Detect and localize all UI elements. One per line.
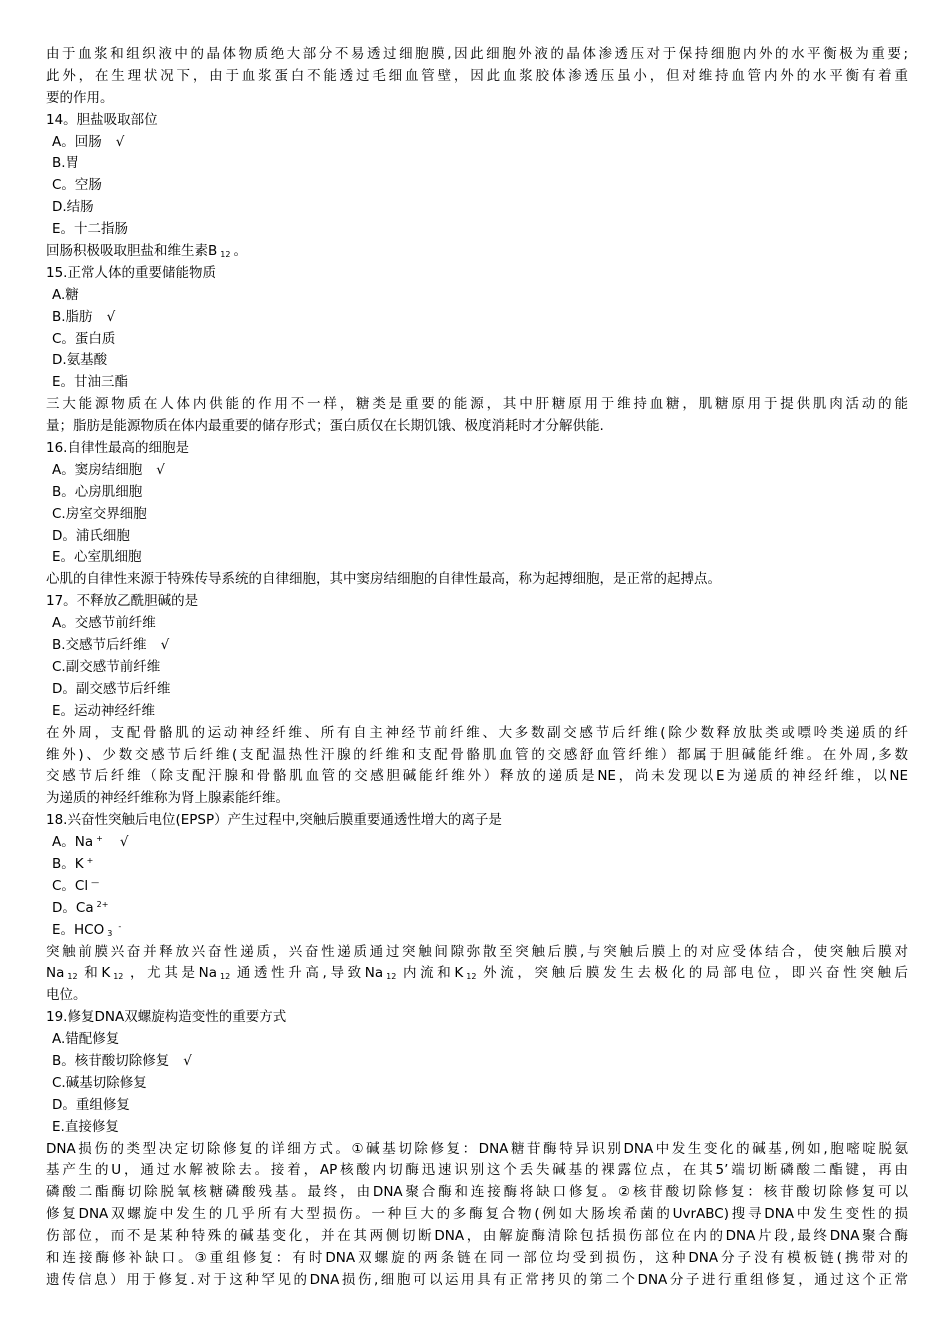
explanation-line: 为递质的神经纤维称为肾上腺素能纤维。 [46,790,289,807]
superscript: — [91,877,100,887]
option-c: C。蛋白质 [52,330,116,347]
correct-checkmark-icon: √ [119,834,129,851]
correct-checkmark-icon: √ [106,308,116,325]
explanation-line: DNA损伤的类型决定切除修复的详细方式。①碱基切除修复：DNA糖苷酶特异识别DNA中发生变化的碱基,例如,胞嘧啶脱氨 [46,1140,908,1157]
subscript: 12 [466,972,477,982]
option-c: C.房室交界细胞 [52,505,147,522]
option-b [46,854,908,876]
question-title: 19.修复DNA双螺旋构造变性的重要方式 [46,1009,287,1026]
option-a [46,832,908,854]
option-text: B.脂肪 [52,308,93,325]
explanation-text: 。 [233,243,247,260]
option-d: D。浦氏细胞 [52,527,130,544]
subscript: 12 [386,972,397,982]
explanation-line: 修复DNA双螺旋中发生的几乎所有大型损伤。一种巨大的多酶复合物(例如大肠埃希菌的UvrABC)搜寻DNA中发生变性的损 [46,1206,908,1223]
paragraph-line: 要的作用。 [46,89,114,106]
option-e: E。运动神经纤维 [52,702,156,719]
option-e: E.直接修复 [52,1118,119,1135]
correct-checkmark-icon: √ [156,461,165,478]
paragraph-line: 由于血浆和组织液中的晶体物质绝大部分不易透过细胞膜,因此细胞外液的晶体渗透压对于保持细胞内外的水平衡极为重要; [46,46,908,62]
paragraph-line: 此外，在生理状况下，由于血浆蛋白不能透过毛细血管壁，因此血浆胶体渗透压虽小，但对维持血管内外的水平衡有着重 [46,67,908,84]
explanation-text: ，尤其是Na [126,965,217,982]
option-d [46,898,908,920]
explanation-line: 电位。 [46,987,87,1004]
question-15 [46,263,908,438]
explanation-line: 遗传信息）用于修复.对于这种罕见的DNA损伤,细胞可以运用具有正常拷贝的第二个DNA分子进行重组修复，通过这个正常 [46,1271,908,1288]
question-title: 18.兴奋性突触后电位(EPSP）产生过程中,突触后膜重要通透性增大的离子是 [46,812,502,829]
option-b [46,307,908,329]
option-c: C.碱基切除修复 [52,1074,147,1091]
subscript: 12 [113,972,124,982]
correct-checkmark-icon: √ [183,1052,192,1069]
subscript: 12 [67,972,78,982]
option-a [46,460,908,482]
option-a: A。交感节前纤维 [52,615,156,632]
correct-checkmark-icon: √ [115,133,125,150]
explanation-text: 和K [80,965,111,982]
explanation-line: 磷酸二酯酶切除脱氧核糖磷酸残基。最终，由DNA聚合酶和连接酶将缺口修复。②核苷酸切除修复：核苷酸切除修复可以 [46,1184,908,1201]
option-d: D.氨基酸 [52,352,108,369]
question-title: 17。不释放乙酰胆碱的是 [46,593,199,610]
superscript: + [86,855,94,865]
explanation-line: 维外)、少数交感节后纤维(支配温热性汗腺的纤维和支配骨骼肌血管的交感舒血管纤维）都属于胆碱能纤维。在外周,多数 [46,746,908,763]
document-page [46,44,908,1292]
superscript: 2+ [96,899,109,909]
option-a: A.错配修复 [52,1031,120,1048]
option-text: C。Cl [52,877,89,894]
explanation-line: 突触前膜兴奋并释放兴奋性递质，兴奋性递质通过突触间隙弥散至突触后膜,与突触后膜上的对应受体结合，使突触后膜对 [46,943,908,960]
option-text: B.交感节后纤维 [52,637,147,654]
option-c [46,876,908,898]
explanation-text: 外流，突触后膜发生去极化的局部电位，即兴奋性突触后 [479,965,909,982]
option-b: B。心房肌细胞 [52,483,143,500]
option-text: A。回肠 [52,133,102,150]
correct-checkmark-icon: √ [160,637,170,654]
option-b: B.胃 [52,155,80,172]
option-e [46,920,908,942]
explanation-line: 三大能源物质在人体内供能的作用不一样，糖类是重要的能源，其中肝糖原用于维持血糖，肌糖原用于提供肌肉活动的能 [46,396,908,413]
explanation-line: 基产生的U，通过水解被除去。接着，AP核酸内切酶迅速识别这个丢失碱基的裸露位点，在其5’端切断磷酸二酯键，再由 [46,1162,908,1179]
question-17 [46,591,908,810]
question-title: 14。胆盐吸取部位 [46,111,158,128]
subscript: 12 [219,972,231,982]
explanation-line: 在外周，支配骨骼肌的运动神经纤维、所有自主神经节前纤维、大多数副交感节后纤维(除少数释放肽类或嘌呤类递质的纤 [46,724,908,741]
option-text: B。核苷酸切除修复 [52,1052,170,1069]
subscript: 12 [220,250,231,260]
question-19 [46,1007,908,1292]
option-text: E。HCO [52,921,105,938]
question-title: 16.自律性最高的细胞是 [46,440,189,457]
explanation-text: 回肠积极吸取胆盐和维生素B [46,243,218,260]
explanation-text: 通透性升高,导致Na [233,965,384,982]
explanation-text: 内流和K [399,965,464,982]
option-c: C.副交感节前纤维 [52,658,161,675]
option-a: A.糖 [52,286,79,303]
explanation-text: Na [46,965,65,982]
option-d: D。副交感节后纤维 [52,680,171,697]
explanation-line: 和连接酶修补缺口。③重组修复：有时DNA双螺旋的两条链在同一部位均受到损伤，这种DNA分子没有模板链(携带对的 [46,1249,908,1266]
option-b [46,1051,908,1073]
explanation-line [46,963,908,985]
option-e: E。甘油三酯 [52,374,129,391]
superscript: + [96,834,103,844]
subscript: 3 [107,928,113,938]
explanation [46,241,908,263]
option-text: B。K [52,855,84,872]
explanation-line: 心肌的自律性来源于特殊传导系统的自律细胞，其中窦房结细胞的自律性最高，称为起搏细胞，是正常的起搏点。 [46,571,721,588]
option-d: D.结肠 [52,199,94,216]
option-e: E。十二指肠 [52,221,129,238]
question-14 [46,110,908,263]
option-a [46,132,908,154]
superscript: - [118,921,122,931]
question-16 [46,438,908,591]
explanation-line: 量；脂肪是能源物质在体内最重要的储存形式；蛋白质仅在长期饥饿、极度消耗时才分解供能. [46,418,604,435]
option-c: C。空肠 [52,177,102,194]
intro-paragraph [46,44,908,110]
option-text: D。Ca [52,899,94,916]
explanation-line: 交感节后纤维（除支配汗腺和骨骼肌血管的交感胆碱能纤维外）释放的递质是NE，尚未发现以E为递质的神经纤维，以NE [46,768,908,785]
question-18 [46,810,908,1007]
option-d: D。重组修复 [52,1096,130,1113]
option-text: A。窦房结细胞 [52,461,143,478]
option-e: E。心室肌细胞 [52,549,142,566]
question-title: 15.正常人体的重要储能物质 [46,264,216,281]
option-text: A。Na [52,834,94,851]
option-b [46,635,908,657]
explanation-line: 伤部位，而不是某种特殊的碱基变化，并在其两侧切断DNA，由解旋酶清除包括损伤部位在内的DNA片段,最终DNA聚合酶 [46,1228,908,1245]
